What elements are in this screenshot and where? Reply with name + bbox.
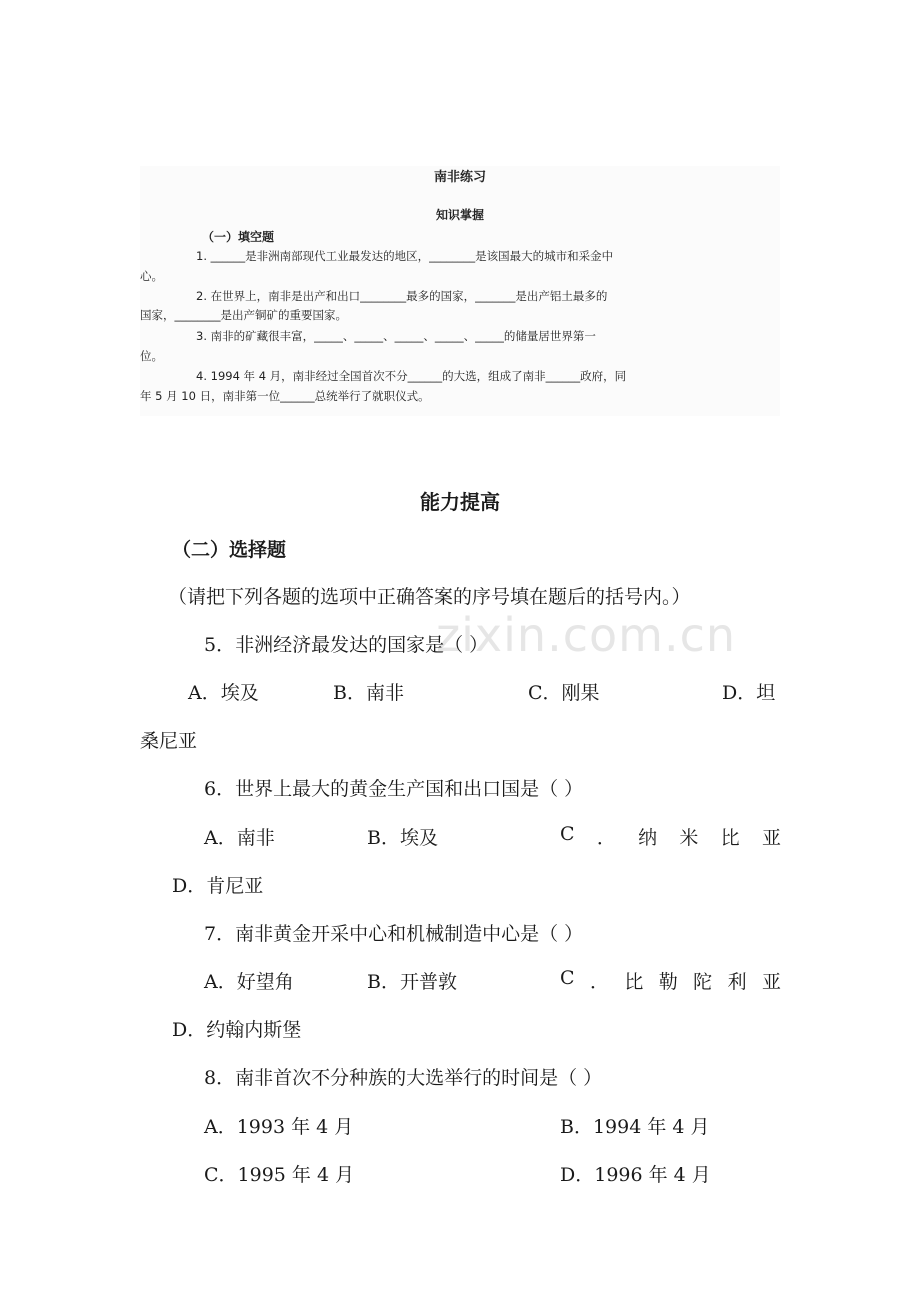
option-c-char: 亚	[761, 827, 781, 849]
option-c-char: 比	[624, 971, 644, 993]
question-stem: 7．南非黄金开采中心和机械制造中心是（ ）	[204, 923, 584, 945]
option-c-char: 陀	[693, 971, 713, 993]
scan-subtitle: 知识掌握	[435, 208, 484, 222]
option-d: D．坦	[722, 682, 776, 704]
option-c: C．1995 年 4 月	[204, 1164, 355, 1186]
scan-line: 2. 在世界上，南非是出产和出口________最多的国家，_______是出产铝土最多的	[196, 289, 608, 303]
option-c-char: C	[560, 967, 575, 989]
option-c-char: 米	[679, 827, 699, 849]
option-c-char: 纳	[638, 827, 658, 849]
option-d: D．1996 年 4 月	[560, 1164, 711, 1186]
option-d-continued: 桑尼亚	[140, 730, 198, 752]
option-c-char: 勒	[658, 971, 678, 993]
scan-line: 位。	[140, 349, 163, 363]
question-stem: 5．非洲经济最发达的国家是（ ）	[204, 634, 489, 656]
scan-section-title: （一）填空题	[202, 230, 275, 244]
option-a: A．好望角	[204, 971, 294, 993]
option-b: B．1994 年 4 月	[560, 1116, 710, 1138]
option-a: A．埃及	[188, 682, 259, 704]
option-c-char: ．	[589, 971, 609, 993]
scan-line: 1. ______是非洲南部现代工业最发达的地区，________是该国最大的城市和采金中	[196, 249, 614, 263]
scan-title: 南非练习	[433, 170, 486, 185]
option-c-char: 比	[720, 827, 740, 849]
option-b: B．南非	[333, 682, 404, 704]
scan-line: 心。	[140, 269, 163, 283]
scan-line: 4. 1994 年 4 月，南非经过全国首次不分______的大选，组成了南非______政府，同	[196, 369, 627, 383]
question-stem: 8．南非首次不分种族的大选举行的时间是（ ）	[204, 1067, 603, 1089]
option-c-char: 亚	[761, 971, 781, 993]
option-b: B．埃及	[367, 827, 438, 849]
section-title: （二）选择题	[172, 539, 287, 561]
watermark-text: zixin.com.cn	[436, 608, 737, 662]
option-c-char: ．	[596, 827, 616, 849]
instruction-text: （请把下列各题的选项中正确答案的序号填在题后的括号内。）	[168, 586, 691, 608]
scan-line: 3. 南非的矿藏很丰富，_____、_____、_____、_____、_____的储量居世界第一	[196, 329, 596, 343]
option-a: A．1993 年 4 月	[204, 1116, 354, 1138]
page-heading: 能力提高	[420, 490, 500, 514]
option-c-char: C	[560, 823, 575, 845]
option-d: D．肯尼亚	[172, 875, 264, 897]
scanned-exercise-image	[140, 166, 780, 416]
scan-line: 国家，________是出产铜矿的重要国家。	[140, 308, 347, 322]
option-c: C．刚果	[528, 682, 600, 704]
option-c-char: 利	[727, 971, 747, 993]
option-a: A．南非	[204, 827, 275, 849]
option-b: B．开普敦	[367, 971, 457, 993]
option-d: D．约翰内斯堡	[172, 1019, 302, 1041]
option-c	[560, 967, 781, 994]
question-stem: 6．世界上最大的黄金生产国和出口国是（ ）	[204, 778, 584, 800]
scan-line: 年 5 月 10 日，南非第一位______总统举行了就职仪式。	[140, 389, 430, 403]
option-c	[560, 823, 781, 850]
